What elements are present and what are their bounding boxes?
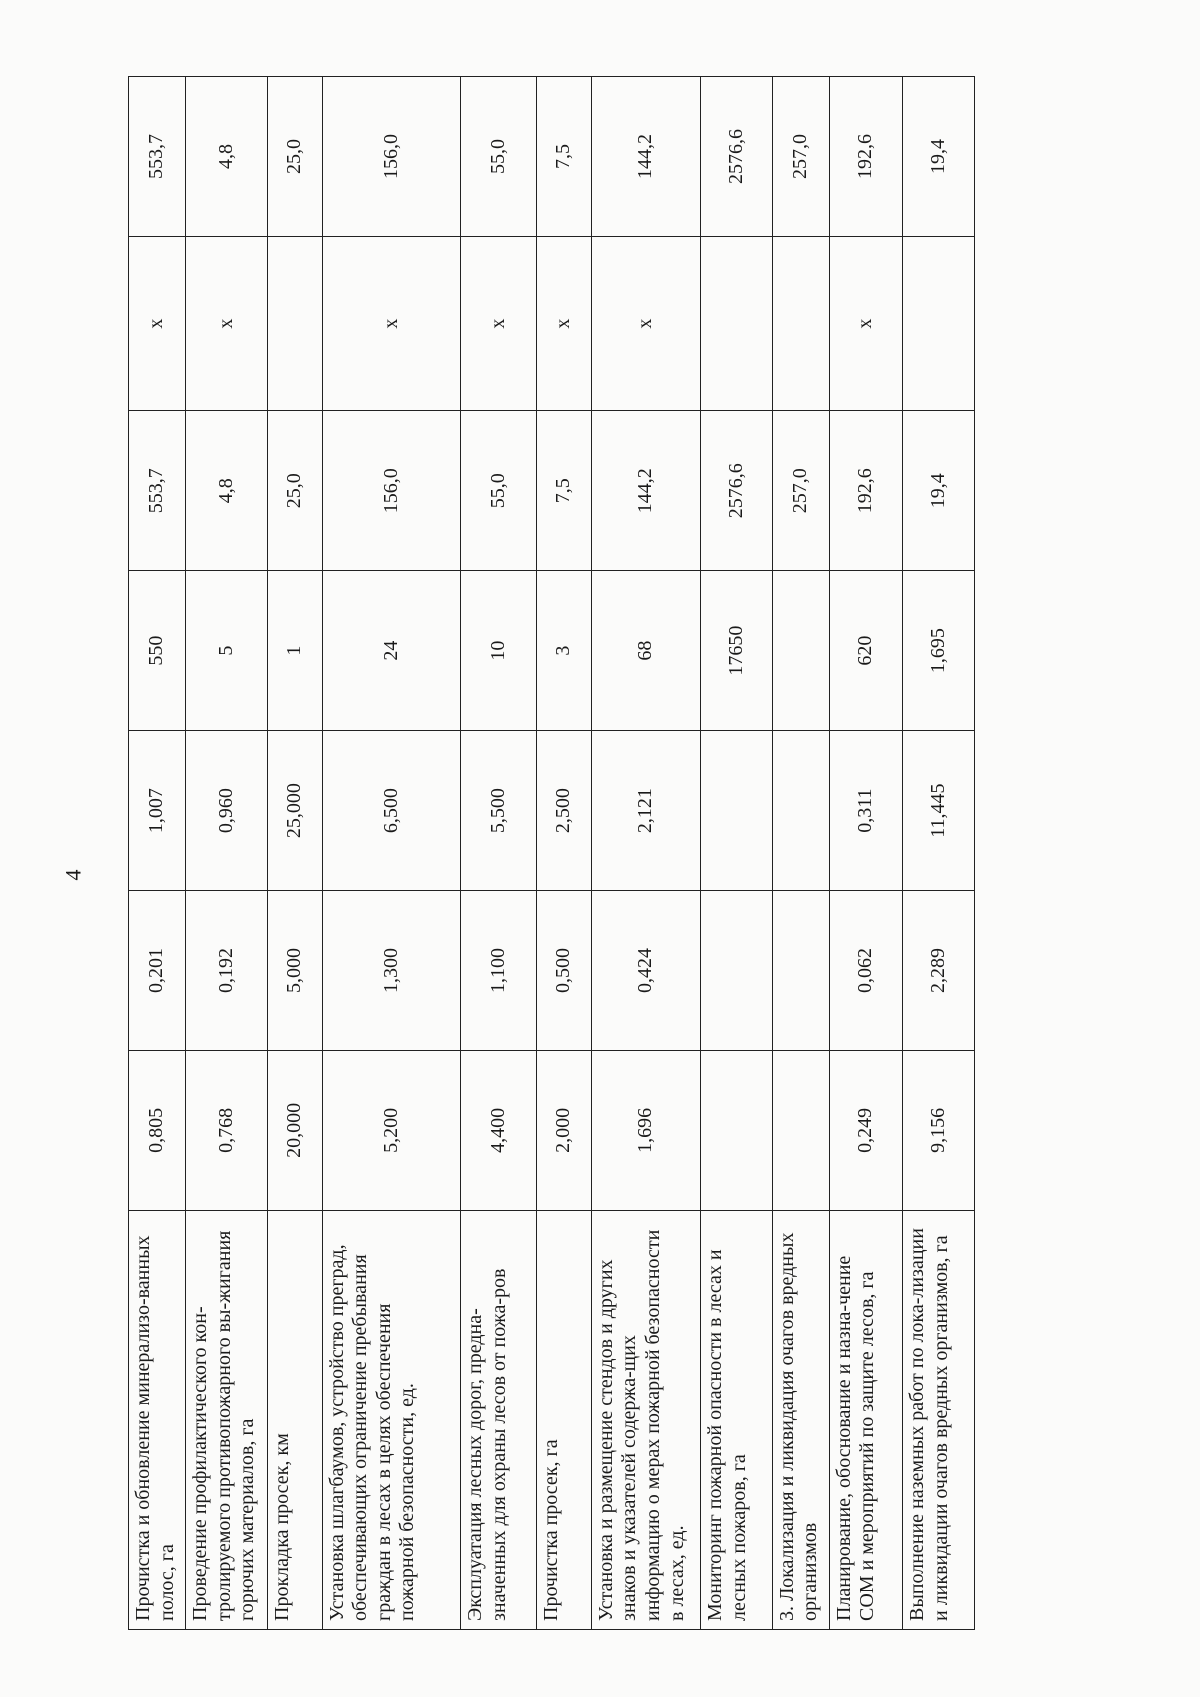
value-cell: 553,7 xyxy=(129,77,186,237)
value-cell: 1,695 xyxy=(903,571,975,731)
value-cell: 0,311 xyxy=(829,731,903,891)
value-cell: 6,500 xyxy=(322,731,461,891)
table-row xyxy=(772,77,829,1630)
value-cell: 5,200 xyxy=(322,1050,461,1210)
value-cell: 0,500 xyxy=(537,891,592,1051)
value-cell: 553,7 xyxy=(129,411,186,571)
value-cell: 0,062 xyxy=(829,891,903,1051)
value-cell: 0,805 xyxy=(129,1050,186,1210)
table-row xyxy=(322,77,461,1630)
value-cell: 19,4 xyxy=(903,411,975,571)
row-label-cell: Установка шлагбаумов, устройство преград, обеспечивающих ограничение пребывания граждан в лесах в целях обеспечения пожарной безопасности, ед. xyxy=(322,1210,461,1629)
value-cell: х xyxy=(322,237,461,411)
value-cell xyxy=(701,891,773,1051)
table-row xyxy=(829,77,903,1630)
value-cell: 4,400 xyxy=(461,1050,537,1210)
value-cell xyxy=(772,571,829,731)
value-cell: 19,4 xyxy=(903,77,975,237)
value-cell: 11,445 xyxy=(903,731,975,891)
page-number: 4 xyxy=(60,869,86,881)
value-cell: 1,100 xyxy=(461,891,537,1051)
table-row xyxy=(267,77,322,1630)
value-cell xyxy=(903,237,975,411)
value-cell: 25,0 xyxy=(267,411,322,571)
table-row xyxy=(129,77,186,1630)
value-cell: 2,500 xyxy=(537,731,592,891)
value-cell: 4,8 xyxy=(186,411,268,571)
table-body xyxy=(129,77,975,1630)
value-cell: 2,000 xyxy=(537,1050,592,1210)
value-cell: 0,201 xyxy=(129,891,186,1051)
value-cell: 20,000 xyxy=(267,1050,322,1210)
value-cell: 0,192 xyxy=(186,891,268,1051)
value-cell: 24 xyxy=(322,571,461,731)
table-row xyxy=(186,77,268,1630)
value-cell: х xyxy=(829,237,903,411)
row-label-cell: Прочистка и обновление минерализо-ванных полос, га xyxy=(129,1210,186,1629)
value-cell: 7,5 xyxy=(537,77,592,237)
value-cell: 257,0 xyxy=(772,411,829,571)
value-cell: 9,156 xyxy=(903,1050,975,1210)
table-row xyxy=(701,77,773,1630)
rotated-table-wrapper xyxy=(128,76,975,1630)
value-cell: 144,2 xyxy=(591,77,700,237)
row-label-cell: Прочистка просек, га xyxy=(537,1210,592,1629)
row-label-cell: 3. Локализация и ликвидация очагов вредных организмов xyxy=(772,1210,829,1629)
table-row xyxy=(461,77,537,1630)
value-cell: 17650 xyxy=(701,571,773,731)
value-cell xyxy=(772,891,829,1051)
value-cell: х xyxy=(537,237,592,411)
value-cell: 2576,6 xyxy=(701,77,773,237)
value-cell: 192,6 xyxy=(829,77,903,237)
value-cell: 550 xyxy=(129,571,186,731)
value-cell: 7,5 xyxy=(537,411,592,571)
value-cell: 2,121 xyxy=(591,731,700,891)
value-cell: 68 xyxy=(591,571,700,731)
value-cell: 1,696 xyxy=(591,1050,700,1210)
table-row xyxy=(537,77,592,1630)
value-cell xyxy=(701,731,773,891)
value-cell: 257,0 xyxy=(772,77,829,237)
row-label-cell: Выполнение наземных работ по лока-лизации и ликвидации очагов вредных организмов, га xyxy=(903,1210,975,1629)
table-row xyxy=(903,77,975,1630)
value-cell: 5,000 xyxy=(267,891,322,1051)
value-cell: 156,0 xyxy=(322,411,461,571)
value-cell: 156,0 xyxy=(322,77,461,237)
row-label-cell: Планирование, обоснование и назна-чение СОМ и мероприятий по защите лесов, га xyxy=(829,1210,903,1629)
value-cell: 25,0 xyxy=(267,77,322,237)
value-cell: х xyxy=(591,237,700,411)
value-cell: 3 xyxy=(537,571,592,731)
value-cell: 192,6 xyxy=(829,411,903,571)
value-cell: 25,000 xyxy=(267,731,322,891)
row-label-cell: Установка и размещение стендов и других знаков и указателей содержа-щих информацию о мерах пожарной безопасности в лесах, ед. xyxy=(591,1210,700,1629)
value-cell: 4,8 xyxy=(186,77,268,237)
value-cell: 0,249 xyxy=(829,1050,903,1210)
value-cell: х xyxy=(129,237,186,411)
value-cell: 0,424 xyxy=(591,891,700,1051)
value-cell: 55,0 xyxy=(461,411,537,571)
value-cell: х xyxy=(461,237,537,411)
value-cell xyxy=(772,731,829,891)
row-label-cell: Эксплуатация лесных дорог, предна-значенных для охраны лесов от пожа-ров xyxy=(461,1210,537,1629)
value-cell: 0,768 xyxy=(186,1050,268,1210)
value-cell: 144,2 xyxy=(591,411,700,571)
value-cell xyxy=(701,1050,773,1210)
row-label-cell: Прокладка просек, км xyxy=(267,1210,322,1629)
value-cell: 620 xyxy=(829,571,903,731)
value-cell: 5 xyxy=(186,571,268,731)
value-cell: х xyxy=(186,237,268,411)
value-cell: 0,960 xyxy=(186,731,268,891)
value-cell: 1,007 xyxy=(129,731,186,891)
table-row xyxy=(591,77,700,1630)
value-cell xyxy=(772,1050,829,1210)
value-cell: 1,300 xyxy=(322,891,461,1051)
row-label-cell: Проведение профилактического кон-тролируемого противопожарного вы-жигания горючих материалов, га xyxy=(186,1210,268,1629)
value-cell: 5,500 xyxy=(461,731,537,891)
value-cell xyxy=(701,237,773,411)
value-cell: 2576,6 xyxy=(701,411,773,571)
table-frame xyxy=(128,76,975,1630)
value-cell: 10 xyxy=(461,571,537,731)
budget-table xyxy=(128,76,975,1630)
value-cell xyxy=(772,237,829,411)
value-cell: 55,0 xyxy=(461,77,537,237)
value-cell: 2,289 xyxy=(903,891,975,1051)
row-label-cell: Мониторинг пожарной опасности в лесах и лесных пожаров, га xyxy=(701,1210,773,1629)
value-cell: 1 xyxy=(267,571,322,731)
value-cell xyxy=(267,237,322,411)
